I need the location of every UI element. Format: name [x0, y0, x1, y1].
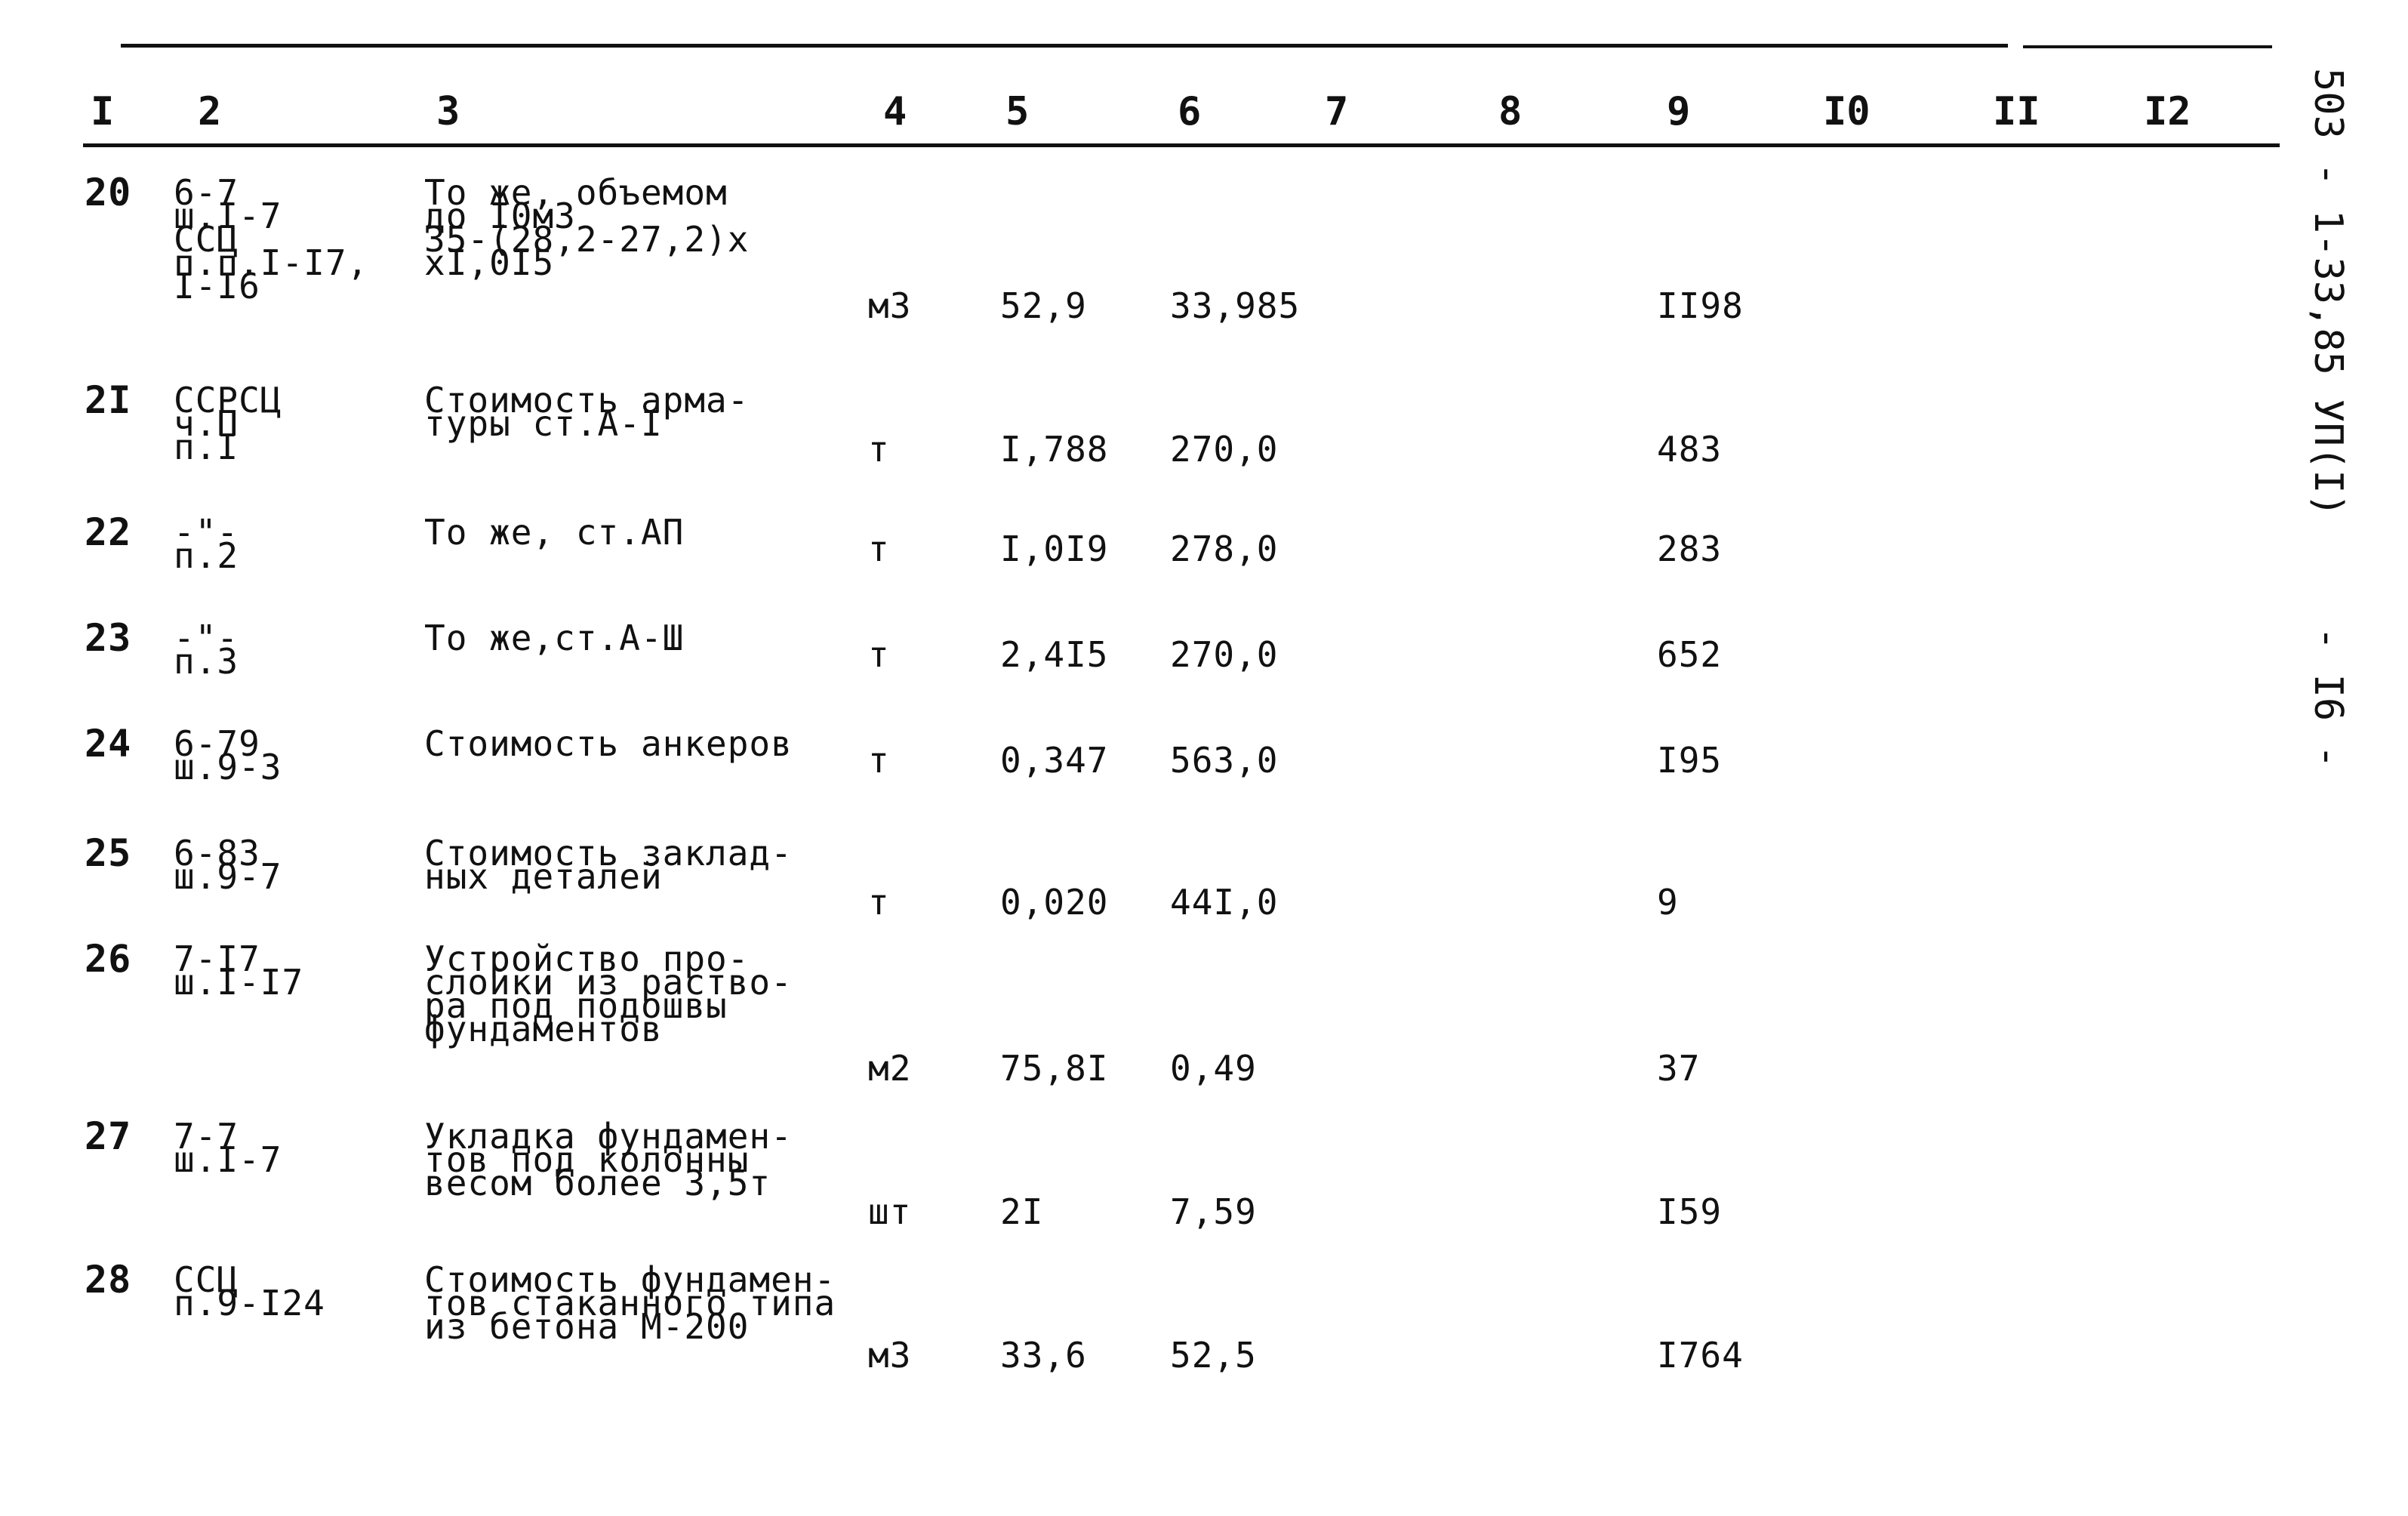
row-20-unit: м3 [868, 285, 912, 326]
row-20-total: II98 [1657, 285, 1744, 326]
row-22-ref: -"- п.2 [174, 512, 239, 576]
row-26-total: 37 [1657, 1048, 1701, 1089]
row-26-price: 0,49 [1170, 1048, 1257, 1089]
row-25-ref: 6-83 ш.9-7 [174, 833, 282, 897]
column-header-2: 2 [198, 89, 222, 134]
column-header-10: I0 [1823, 89, 1871, 134]
row-24-price: 563,0 [1170, 740, 1279, 781]
row-25-n: 25 [85, 831, 132, 875]
row-26-unit: м2 [868, 1048, 912, 1089]
column-header-4: 4 [883, 89, 907, 134]
column-header-11: II [1993, 89, 2040, 134]
row-23-n: 23 [85, 616, 132, 660]
row-23-total: 652 [1657, 634, 1723, 675]
row-22-total: 283 [1657, 528, 1723, 569]
column-header-1: I [91, 89, 115, 134]
row-2I-qty: I,788 [1000, 429, 1109, 470]
row-27-qty: 2I [1000, 1191, 1044, 1232]
row-25-unit: т [868, 882, 890, 923]
column-header-5: 5 [1005, 89, 1030, 134]
column-header-12: I2 [2144, 89, 2191, 134]
row-2I-ref: ССРСЦ ч.П п.I [174, 380, 282, 467]
row-2I-price: 270,0 [1170, 429, 1279, 470]
row-24-desc: Стоимость анкеров [424, 723, 793, 764]
column-header-3: 3 [436, 89, 460, 134]
row-20-qty: 52,9 [1000, 285, 1087, 326]
row-28-unit: м3 [868, 1335, 912, 1376]
row-26-ref: 7-I7 ш.I-I7 [174, 938, 304, 1003]
row-22-qty: I,0I9 [1000, 528, 1109, 569]
row-24-n: 24 [85, 722, 132, 766]
row-24-total: I95 [1657, 740, 1723, 781]
row-24-ref: 6-79 ш.9-3 [174, 723, 282, 787]
row-27-total: I59 [1657, 1191, 1723, 1232]
row-25-qty: 0,020 [1000, 882, 1109, 923]
row-22-unit: т [868, 528, 890, 569]
row-25-total: 9 [1657, 882, 1679, 923]
row-27-ref: 7-7 ш.I-7 [174, 1116, 282, 1180]
row-20-desc: То же, объемом до I0м3 35-(28,2-27,2)х хI,0I5 [424, 172, 750, 283]
row-2I-desc: Стоимость арма- туры ст.А-I [424, 380, 750, 444]
row-28-price: 52,5 [1170, 1335, 1257, 1376]
row-26-desc: Устройство про- слойки из раство- ра под подошвы фундаментов [424, 938, 793, 1049]
row-25-price: 44I,0 [1170, 882, 1279, 923]
row-28-qty: 33,6 [1000, 1335, 1087, 1376]
row-27-price: 7,59 [1170, 1191, 1257, 1232]
row-2I-unit: т [868, 429, 890, 470]
top-rule-right [2023, 45, 2272, 48]
row-26-qty: 75,8I [1000, 1048, 1109, 1089]
header-rule [83, 143, 2280, 147]
column-header-7: 7 [1325, 89, 1349, 134]
row-28-n: 28 [85, 1258, 132, 1302]
row-2I-total: 483 [1657, 429, 1723, 470]
column-header-6: 6 [1178, 89, 1202, 134]
top-rule [121, 44, 2008, 48]
row-20-ref: 6-7 ш.I-7 ССЦ п.п.I-I7, I-I6 [174, 172, 369, 307]
column-header-8: 8 [1498, 89, 1523, 134]
side-page-number: - I6 - [2305, 627, 2351, 769]
row-20-n: 20 [85, 171, 132, 214]
row-24-unit: т [868, 740, 890, 781]
row-2I-n: 2I [85, 378, 132, 422]
row-22-price: 278,0 [1170, 528, 1279, 569]
row-22-n: 22 [85, 510, 132, 554]
column-header-9: 9 [1667, 89, 1691, 134]
row-27-desc: Укладка фундамен- тов под колонны весом более 3,5т [424, 1116, 793, 1203]
row-23-price: 270,0 [1170, 634, 1279, 675]
row-27-n: 27 [85, 1114, 132, 1158]
row-20-price: 33,985 [1170, 285, 1301, 326]
side-doc-code: 503 - 1-33,85 УП(I) [2305, 68, 2351, 517]
row-23-unit: т [868, 634, 890, 675]
row-27-unit: шт [868, 1191, 912, 1232]
row-25-desc: Стоимость заклад- ных деталей [424, 833, 793, 897]
row-23-ref: -"- п.3 [174, 618, 239, 682]
row-28-ref: ССЦ п.9-I24 [174, 1259, 325, 1323]
row-23-qty: 2,4I5 [1000, 634, 1109, 675]
row-22-desc: То же, ст.АП [424, 512, 685, 553]
row-24-qty: 0,347 [1000, 740, 1109, 781]
row-28-total: I764 [1657, 1335, 1744, 1376]
row-28-desc: Стоимость фундамен- тов стаканного типа из бетона М-200 [424, 1259, 836, 1347]
row-23-desc: То же,ст.А-Ш [424, 618, 685, 658]
row-26-n: 26 [85, 937, 132, 981]
